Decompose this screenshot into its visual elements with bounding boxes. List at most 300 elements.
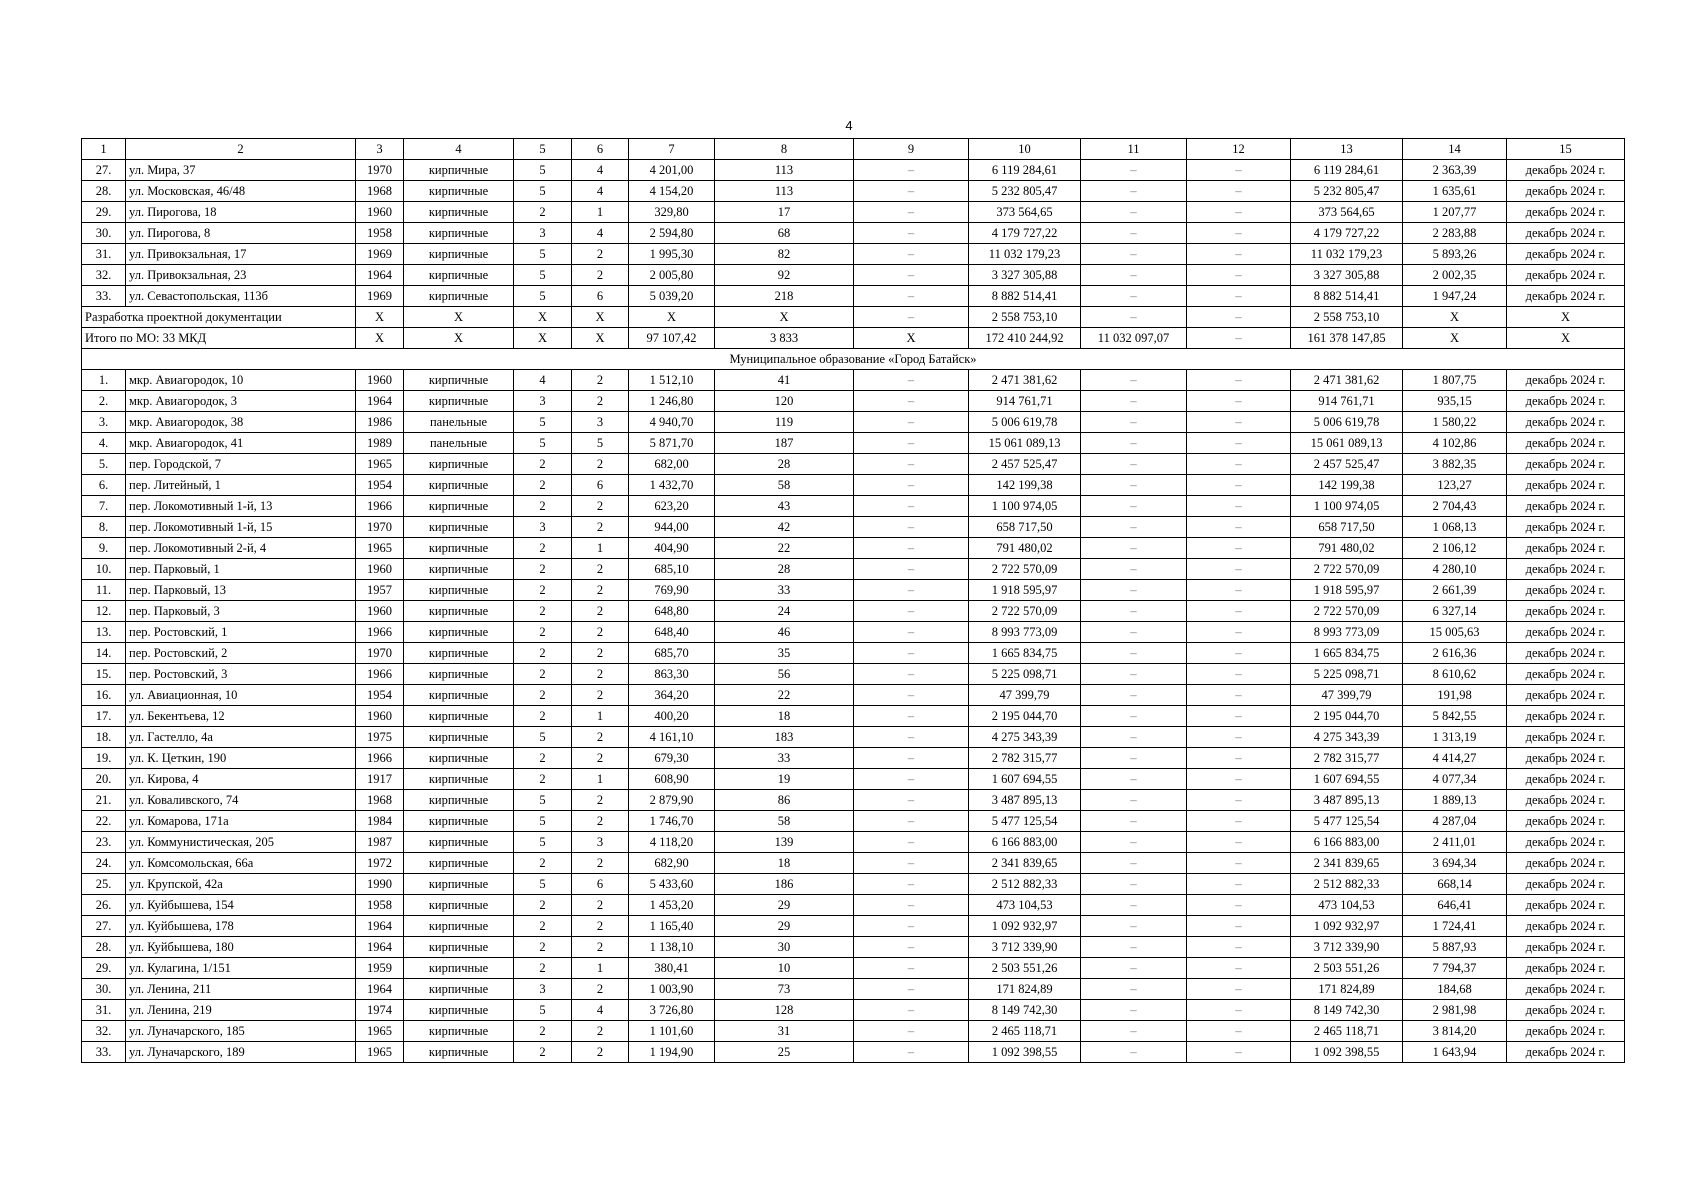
table-cell: – (1081, 559, 1187, 580)
table-cell: – (1081, 580, 1187, 601)
table-cell: 2 (514, 685, 572, 706)
register-table (81, 138, 1625, 1063)
table-cell: Итого по МО: 33 МКД (82, 328, 356, 349)
table-row (82, 664, 1625, 685)
table-cell: 2 722 570,09 (969, 601, 1081, 622)
table-cell: декабрь 2024 г. (1507, 370, 1625, 391)
table-cell: Разработка проектной документации (82, 307, 356, 328)
table-cell: декабрь 2024 г. (1507, 685, 1625, 706)
table-cell: X (514, 328, 572, 349)
table-cell: – (1081, 223, 1187, 244)
table-cell: 32. (82, 1021, 126, 1042)
column-number: 13 (1291, 139, 1403, 160)
table-cell: 1986 (356, 412, 404, 433)
table-row (82, 1000, 1625, 1021)
table-row (82, 391, 1625, 412)
table-cell: 1969 (356, 244, 404, 265)
table-cell: 1965 (356, 1042, 404, 1063)
table-cell: – (1081, 1000, 1187, 1021)
table-cell: пер. Локомотивный 2-й, 4 (126, 538, 356, 559)
section-title: Муниципальное образование «Город Батайск» (82, 349, 1625, 370)
table-cell: 935,15 (1403, 391, 1507, 412)
table-cell: пер. Литейный, 1 (126, 475, 356, 496)
table-cell: декабрь 2024 г. (1507, 580, 1625, 601)
table-cell: 73 (715, 979, 854, 1000)
table-cell: – (1081, 412, 1187, 433)
table-cell: – (854, 958, 969, 979)
table-cell: кирпичные (404, 265, 514, 286)
table-cell: 1964 (356, 916, 404, 937)
table-cell: 944,00 (629, 517, 715, 538)
table-cell: декабрь 2024 г. (1507, 1000, 1625, 1021)
table-cell: 3 (572, 412, 629, 433)
table-cell: 679,30 (629, 748, 715, 769)
table-cell: 119 (715, 412, 854, 433)
table-cell: 5 842,55 (1403, 706, 1507, 727)
table-row (82, 538, 1625, 559)
table-cell: 26. (82, 895, 126, 916)
table-row (82, 643, 1625, 664)
column-number: 7 (629, 139, 715, 160)
table-cell: – (1187, 874, 1291, 895)
table-cell: 1 918 595,97 (1291, 580, 1403, 601)
table-cell: ул. Кирова, 4 (126, 769, 356, 790)
table-cell: мкр. Авиагородок, 10 (126, 370, 356, 391)
table-cell: 1964 (356, 391, 404, 412)
table-cell: 1984 (356, 811, 404, 832)
table-cell: 4 161,10 (629, 727, 715, 748)
table-cell: – (854, 832, 969, 853)
table-cell: X (514, 307, 572, 328)
table-cell: декабрь 2024 г. (1507, 412, 1625, 433)
table-cell: – (1081, 685, 1187, 706)
table-cell: 1 665 834,75 (1291, 643, 1403, 664)
table-cell: 2 879,90 (629, 790, 715, 811)
table-cell: декабрь 2024 г. (1507, 790, 1625, 811)
table-cell: 5 006 619,78 (969, 412, 1081, 433)
table-cell: 4 275 343,39 (1291, 727, 1403, 748)
table-row (82, 433, 1625, 454)
table-cell: – (1187, 1042, 1291, 1063)
table-cell: 7 794,37 (1403, 958, 1507, 979)
table-cell: 1965 (356, 454, 404, 475)
table-cell: 1966 (356, 622, 404, 643)
table-cell: 20. (82, 769, 126, 790)
table-cell: 3 327 305,88 (1291, 265, 1403, 286)
table-cell: – (1187, 790, 1291, 811)
table-cell: 373 564,65 (1291, 202, 1403, 223)
table-cell: декабрь 2024 г. (1507, 517, 1625, 538)
table-cell: 5 (514, 265, 572, 286)
table-cell: – (854, 916, 969, 937)
table-cell: 33 (715, 580, 854, 601)
table-cell: – (854, 580, 969, 601)
table-cell: – (1187, 538, 1291, 559)
table-cell: 1 665 834,75 (969, 643, 1081, 664)
table-cell: – (854, 538, 969, 559)
table-cell: 1954 (356, 475, 404, 496)
table-cell: кирпичные (404, 160, 514, 181)
table-cell: декабрь 2024 г. (1507, 832, 1625, 853)
table-cell: – (854, 706, 969, 727)
table-cell: 128 (715, 1000, 854, 1021)
table-cell: 25 (715, 1042, 854, 1063)
table-cell: 2 (514, 202, 572, 223)
table-cell: ул. Пирогова, 8 (126, 223, 356, 244)
table-cell: 1 092 932,97 (969, 916, 1081, 937)
table-cell: кирпичные (404, 601, 514, 622)
table-row (82, 517, 1625, 538)
table-cell: 28 (715, 454, 854, 475)
table-cell: 1966 (356, 664, 404, 685)
table-cell: – (854, 769, 969, 790)
table-cell: 3 (572, 832, 629, 853)
table-cell: – (1187, 1021, 1291, 1042)
table-cell: 1 643,94 (1403, 1042, 1507, 1063)
table-cell: 35 (715, 643, 854, 664)
table-cell: 1 092 398,55 (1291, 1042, 1403, 1063)
table-cell: ул. Севастопольская, 113б (126, 286, 356, 307)
table-cell: X (404, 328, 514, 349)
table-cell: 1975 (356, 727, 404, 748)
table-cell: 3 726,80 (629, 1000, 715, 1021)
table-cell: 6 (572, 286, 629, 307)
table-row (82, 496, 1625, 517)
table-cell: кирпичные (404, 832, 514, 853)
table-cell: – (1081, 916, 1187, 937)
table-cell: 30 (715, 937, 854, 958)
table-cell: 668,14 (1403, 874, 1507, 895)
table-cell: – (1081, 454, 1187, 475)
table-cell: 5 477 125,54 (969, 811, 1081, 832)
table-cell: 6 (572, 475, 629, 496)
table-cell: 18 (715, 706, 854, 727)
table-cell: 2 (514, 958, 572, 979)
table-cell: X (629, 307, 715, 328)
table-cell: 3 833 (715, 328, 854, 349)
table-cell: ул. Привокзальная, 23 (126, 265, 356, 286)
table-cell: 5 (514, 727, 572, 748)
table-cell: 3 882,35 (1403, 454, 1507, 475)
table-cell: 1 807,75 (1403, 370, 1507, 391)
table-cell: 2 (514, 538, 572, 559)
table-cell: 2 (572, 496, 629, 517)
table-cell: – (1187, 622, 1291, 643)
table-cell: 5 (514, 181, 572, 202)
table-cell: 22 (715, 538, 854, 559)
table-cell: 82 (715, 244, 854, 265)
table-cell: 42 (715, 517, 854, 538)
table-cell: декабрь 2024 г. (1507, 853, 1625, 874)
table-cell: 28. (82, 937, 126, 958)
table-cell: 658 717,50 (1291, 517, 1403, 538)
table-cell: 685,10 (629, 559, 715, 580)
table-cell: 5 (514, 1000, 572, 1021)
table-cell: – (1187, 853, 1291, 874)
table-cell: пер. Ростовский, 1 (126, 622, 356, 643)
table-cell: 3 (514, 223, 572, 244)
table-cell: 3 712 339,90 (969, 937, 1081, 958)
table-cell: – (1187, 685, 1291, 706)
table-cell: – (854, 1042, 969, 1063)
table-cell: 47 399,79 (1291, 685, 1403, 706)
table-cell: 2 558 753,10 (969, 307, 1081, 328)
table-cell: 2 (514, 895, 572, 916)
table-row (82, 937, 1625, 958)
table-cell: 191,98 (1403, 685, 1507, 706)
table-cell: декабрь 2024 г. (1507, 181, 1625, 202)
table-cell: 1 100 974,05 (1291, 496, 1403, 517)
table-cell: 8 993 773,09 (969, 622, 1081, 643)
table-cell: пер. Парковый, 3 (126, 601, 356, 622)
table-cell: 6. (82, 475, 126, 496)
table-cell: кирпичные (404, 223, 514, 244)
column-number: 4 (404, 139, 514, 160)
table-cell: 31. (82, 244, 126, 265)
table-cell: 1 (572, 769, 629, 790)
table-cell: 2 (572, 580, 629, 601)
table-cell: 473 104,53 (1291, 895, 1403, 916)
table-cell: – (854, 412, 969, 433)
table-cell: декабрь 2024 г. (1507, 727, 1625, 748)
table-cell: кирпичные (404, 559, 514, 580)
table-cell: – (1081, 979, 1187, 1000)
table-cell: 2 (572, 811, 629, 832)
table-cell: кирпичные (404, 580, 514, 601)
table-cell: декабрь 2024 г. (1507, 391, 1625, 412)
table-cell: 2. (82, 391, 126, 412)
table-cell: 4 414,27 (1403, 748, 1507, 769)
table-cell: X (1403, 328, 1507, 349)
table-cell: 4 179 727,22 (1291, 223, 1403, 244)
table-cell: 218 (715, 286, 854, 307)
table-cell: – (854, 664, 969, 685)
table-cell: ул. Луначарского, 189 (126, 1042, 356, 1063)
table-row (82, 622, 1625, 643)
table-cell: 2 (514, 748, 572, 769)
table-cell: кирпичные (404, 202, 514, 223)
table-cell: 16. (82, 685, 126, 706)
table-row (82, 958, 1625, 979)
table-cell: 29 (715, 895, 854, 916)
table-cell: 2 (572, 853, 629, 874)
table-cell: 41 (715, 370, 854, 391)
table-cell: – (1081, 1042, 1187, 1063)
table-cell: декабрь 2024 г. (1507, 622, 1625, 643)
table-cell: 8 882 514,41 (1291, 286, 1403, 307)
table-cell: 1. (82, 370, 126, 391)
table-row (82, 160, 1625, 181)
table-cell: ул. Комарова, 171а (126, 811, 356, 832)
table-cell: – (1081, 895, 1187, 916)
table-cell: 1972 (356, 853, 404, 874)
table-cell: декабрь 2024 г. (1507, 244, 1625, 265)
table-cell: 86 (715, 790, 854, 811)
table-cell: 364,20 (629, 685, 715, 706)
table-cell: 5 433,60 (629, 874, 715, 895)
table-cell: – (1187, 1000, 1291, 1021)
table-cell: X (404, 307, 514, 328)
table-cell: 183 (715, 727, 854, 748)
table-cell: – (1187, 475, 1291, 496)
table-cell: 4 (514, 370, 572, 391)
table-cell: ул. Московская, 46/48 (126, 181, 356, 202)
table-row (82, 370, 1625, 391)
table-cell: 2 616,36 (1403, 643, 1507, 664)
table-cell: 3 (514, 391, 572, 412)
table-cell: ул. Мира, 37 (126, 160, 356, 181)
table-cell: 5 (514, 874, 572, 895)
table-cell: 2 465 118,71 (1291, 1021, 1403, 1042)
table-cell: 1968 (356, 790, 404, 811)
table-cell: – (1081, 181, 1187, 202)
table-cell: 2 722 570,09 (969, 559, 1081, 580)
table-cell: 4 (572, 223, 629, 244)
table-cell: декабрь 2024 г. (1507, 202, 1625, 223)
table-cell: 648,80 (629, 601, 715, 622)
table-cell: декабрь 2024 г. (1507, 748, 1625, 769)
table-row (82, 223, 1625, 244)
table-cell: 1 (572, 706, 629, 727)
table-cell: 2 (572, 979, 629, 1000)
table-cell: пер. Локомотивный 1-й, 15 (126, 517, 356, 538)
table-cell: кирпичные (404, 517, 514, 538)
table-cell: 2 (572, 265, 629, 286)
table-cell: декабрь 2024 г. (1507, 223, 1625, 244)
table-cell: 1 (572, 538, 629, 559)
table-cell: 2 782 315,77 (1291, 748, 1403, 769)
table-cell: кирпичные (404, 748, 514, 769)
table-cell: X (356, 328, 404, 349)
table-cell: 685,70 (629, 643, 715, 664)
table-cell: X (572, 307, 629, 328)
table-cell: 2 (514, 1021, 572, 1042)
table-cell: 1965 (356, 538, 404, 559)
table-cell: 25. (82, 874, 126, 895)
table-cell: 56 (715, 664, 854, 685)
table-row (82, 328, 1625, 349)
table-row (82, 181, 1625, 202)
table-cell: ул. Куйбышева, 154 (126, 895, 356, 916)
column-number: 5 (514, 139, 572, 160)
table-cell: 2 (514, 706, 572, 727)
table-row (82, 265, 1625, 286)
table-cell: – (854, 727, 969, 748)
table-cell: 171 824,89 (1291, 979, 1403, 1000)
table-cell: 6 (572, 874, 629, 895)
column-number: 10 (969, 139, 1081, 160)
table-cell: пер. Парковый, 1 (126, 559, 356, 580)
table-cell: кирпичные (404, 811, 514, 832)
table-cell: декабрь 2024 г. (1507, 664, 1625, 685)
table-row (82, 727, 1625, 748)
table-cell: – (1081, 958, 1187, 979)
table-cell: 6 166 883,00 (969, 832, 1081, 853)
table-cell: – (1081, 433, 1187, 454)
table-cell: 13. (82, 622, 126, 643)
table-cell: 3 694,34 (1403, 853, 1507, 874)
table-cell: 1 746,70 (629, 811, 715, 832)
table-cell: 2 (572, 1021, 629, 1042)
table-cell: 3 814,20 (1403, 1021, 1507, 1042)
table-cell: – (854, 643, 969, 664)
table-cell: – (854, 811, 969, 832)
table-cell: 2 (572, 601, 629, 622)
table-cell: 3. (82, 412, 126, 433)
table-cell: 33 (715, 748, 854, 769)
table-cell: кирпичные (404, 979, 514, 1000)
table-cell: кирпичные (404, 895, 514, 916)
table-cell: 1970 (356, 517, 404, 538)
table-cell: 15 005,63 (1403, 622, 1507, 643)
table-cell: кирпичные (404, 538, 514, 559)
table-cell: 648,40 (629, 622, 715, 643)
table-cell: – (854, 433, 969, 454)
table-cell: 30. (82, 223, 126, 244)
table-cell: 2 002,35 (1403, 265, 1507, 286)
table-cell: декабрь 2024 г. (1507, 1021, 1625, 1042)
table-cell: 2 195 044,70 (1291, 706, 1403, 727)
table-cell: – (1187, 916, 1291, 937)
table-cell: 33. (82, 286, 126, 307)
table-cell: 5 477 125,54 (1291, 811, 1403, 832)
table-cell: 5 871,70 (629, 433, 715, 454)
table-cell: – (1081, 622, 1187, 643)
table-cell: кирпичные (404, 916, 514, 937)
table-cell: 6 119 284,61 (1291, 160, 1403, 181)
table-cell: ул. Ленина, 219 (126, 1000, 356, 1021)
table-row (82, 979, 1625, 1000)
table-cell: 11 032 179,23 (1291, 244, 1403, 265)
table-cell: 4 201,00 (629, 160, 715, 181)
table-cell: 2 594,80 (629, 223, 715, 244)
table-cell: 1 100 974,05 (969, 496, 1081, 517)
table-row (82, 412, 1625, 433)
table-cell: – (1187, 979, 1291, 1000)
table-cell: – (854, 181, 969, 202)
table-cell: 2 782 315,77 (969, 748, 1081, 769)
table-cell: 17 (715, 202, 854, 223)
table-cell: кирпичные (404, 454, 514, 475)
table-cell: 2 722 570,09 (1291, 559, 1403, 580)
table-cell: мкр. Авиагородок, 38 (126, 412, 356, 433)
table-cell: 1 995,30 (629, 244, 715, 265)
table-cell: 2 (572, 454, 629, 475)
table-cell: декабрь 2024 г. (1507, 454, 1625, 475)
table-cell: ул. Привокзальная, 17 (126, 244, 356, 265)
table-cell: 12. (82, 601, 126, 622)
table-cell: 1965 (356, 1021, 404, 1042)
table-cell: 4 (572, 181, 629, 202)
table-cell: 2 (572, 916, 629, 937)
table-cell: 1 580,22 (1403, 412, 1507, 433)
table-cell: – (1081, 496, 1187, 517)
table-cell: 4 275 343,39 (969, 727, 1081, 748)
table-cell: 646,41 (1403, 895, 1507, 916)
table-cell: 32. (82, 265, 126, 286)
table-cell: – (1081, 643, 1187, 664)
table-cell: 2 981,98 (1403, 1000, 1507, 1021)
table-cell: 2 106,12 (1403, 538, 1507, 559)
table-cell: кирпичные (404, 622, 514, 643)
table-cell: – (854, 622, 969, 643)
table-cell: 15 061 089,13 (969, 433, 1081, 454)
table-cell: 914 761,71 (1291, 391, 1403, 412)
table-row (82, 580, 1625, 601)
table-cell: 92 (715, 265, 854, 286)
table-cell: 5 (572, 433, 629, 454)
table-cell: 18 (715, 853, 854, 874)
